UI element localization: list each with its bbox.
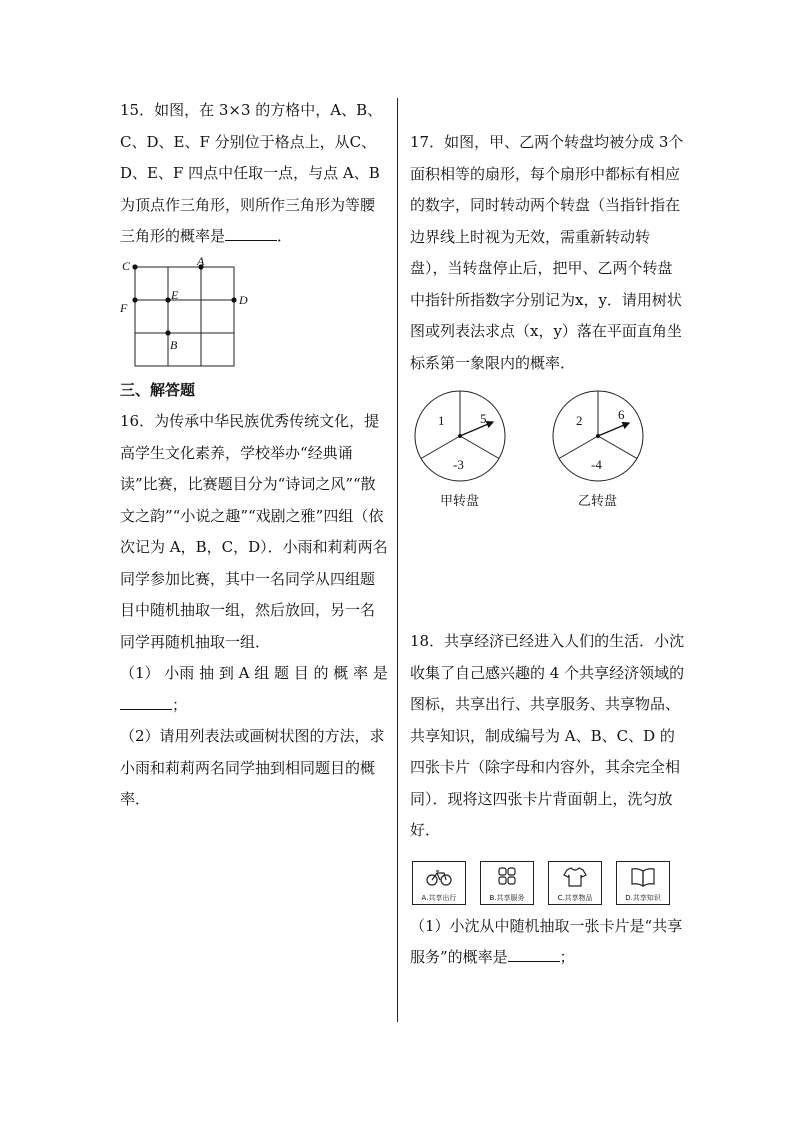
section-title: 三、解答题	[120, 380, 196, 399]
question-18-part-1: （1）小沈从中随机抽取一张卡片是“共享服务”的概率是 ；	[410, 916, 683, 966]
question-17: 17．如图，甲、乙两个转盘均被分成 3个面积相等的扇形，每个扇形中都标有相应的数字，同时转动两个转盘（当指针指在边界线上时视为无效，需重新转动转盘），当转盘停止后，把甲、乙两个转盘中指针所指数字分别记为x，y．请用树状图或列表法求点（x，y）落在平面直角坐标系第一象限内的概率．	[410, 133, 684, 372]
label-c: C	[122, 258, 131, 273]
tshirt-icon	[561, 866, 589, 888]
spinner-a-pointer	[460, 422, 493, 436]
point-f	[132, 297, 137, 302]
question-18: 18．共享经济已经进入人们的生活．小沈收集了自己感兴趣的 4 个共享经济领域的图标，共享出行、共享服务、共享物品、共享知识，制成编号为 A、B、C、D 的四张卡片（除字母和内容外，其余完全相同）．现将这四张卡片背面朝上，洗匀放好．	[410, 632, 685, 839]
four-squares-icon	[493, 866, 521, 888]
point-b	[165, 330, 170, 335]
left-column	[120, 95, 388, 816]
spinner-b-value-3: -4	[591, 457, 602, 472]
spinner-a-value-1: 1	[438, 413, 445, 428]
label-e: E	[171, 287, 179, 302]
label-f: F	[120, 300, 128, 315]
card-b-label: B.共享服务	[489, 893, 525, 902]
point-c	[132, 264, 137, 269]
answer-blank-15[interactable]	[225, 226, 277, 241]
spinners-figure	[410, 389, 685, 514]
card-a-label: A.共享出行	[421, 893, 457, 902]
right-column	[410, 127, 685, 974]
question-16: 16．为传承中华民族优秀传统文化，提高学生文化素养，学校举办“经典诵读”比赛，比赛题目分为“诗词之风”“散文之韵”“小说之趣”“戏剧之雅”四组（依次记为 A，B，C，D）．小雨和莉莉两名同学参加比赛，其中一名同学从四组题目中随机抽取一组，然后放回，另一名同学再随机抽取一组．	[120, 412, 388, 651]
spinner-a-value-2: 5	[480, 411, 487, 426]
column-divider	[397, 98, 398, 1022]
question-15-text: 15．如图，在 3×3 的方格中，A、B、C、D、E、F 分别位于格点上，从C、D、E、F 四点中任取一点，与点 A、B为顶点作三角形，则所作三角形为等腰三角形的概率是	[120, 101, 383, 245]
spinner-b-value-2: 6	[618, 407, 625, 422]
book-icon	[629, 866, 657, 888]
card-b	[480, 861, 534, 905]
spinner-b-value-1: 2	[576, 413, 583, 428]
question-16-part-1: （1） 小雨 抽 到 A 组 题 目 的 概 率 是 ；	[120, 664, 388, 714]
grid-figure	[120, 257, 250, 369]
label-a: A	[197, 256, 205, 268]
label-b: B	[170, 337, 178, 352]
card-a	[412, 861, 466, 905]
answer-blank-16-1[interactable]	[120, 695, 172, 710]
spinner-a-label: 甲转盘	[440, 494, 480, 509]
spinner-a-value-3: -3	[453, 457, 464, 472]
answer-blank-18-1[interactable]	[508, 947, 560, 962]
question-16-part-2: （2）请用列表法或画树状图的方法，求小雨和莉莉两名同学抽到相同题目的概率．	[120, 727, 385, 808]
card-d	[616, 861, 670, 905]
card-row	[412, 861, 685, 905]
card-c-label: C.共享物品	[557, 893, 593, 902]
card-d-label: D.共享知识	[625, 893, 661, 902]
bicycle-icon	[425, 866, 453, 888]
label-d: D	[239, 292, 248, 307]
question-15: 15．如图，在 3×3 的方格中，A、B、C、D、E、F 分别位于格点上，从C、D、E、F 四点中任取一点，与点 A、B为顶点作三角形，则所作三角形为等腰三角形的概率是 ．	[120, 101, 383, 245]
spinner-b-pointer	[598, 423, 629, 436]
spinner-b-label: 乙转盘	[578, 494, 618, 509]
card-c	[548, 861, 602, 905]
point-d	[231, 297, 236, 302]
point-e	[165, 297, 170, 302]
